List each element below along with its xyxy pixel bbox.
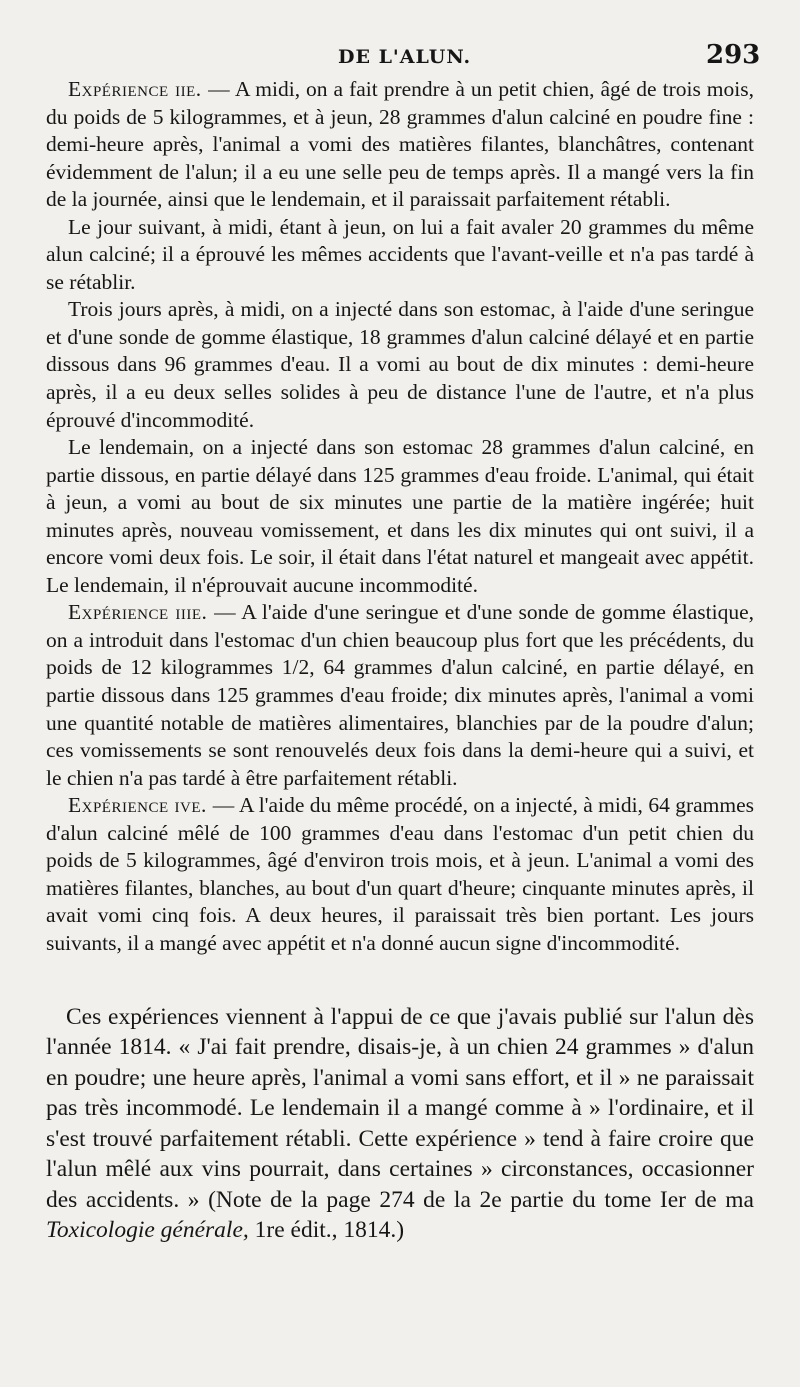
paragraph-text: A l'aide d'une seringue et d'une sonde de gomme élastique, on a introduit dans l'estomac d'un chien beaucoup plus fort que les précédents, du poids de 12 kilogrammes 1/2, 64 grammes d'alun calciné, en partie délayé, en partie dissous dans 125 grammes d'eau froide; dix minutes après, l'animal a vomi une quantité notable de matières alimentaires, blanchies par de la poudre d'alun; ces vomissements se sont renouvelés deux fois dans la demi-heure qui a suivi, et le chien n'a pas tardé à être parfaitement rétabli.: [46, 600, 755, 790]
edition-note: 1re édit., 1814.): [248, 1217, 405, 1243]
running-title: DE L'ALUN.: [338, 46, 472, 68]
paragraph-experience-3: [46, 599, 754, 792]
closing-section: [46, 1002, 754, 1246]
paragraph-three-days-later: [46, 296, 754, 434]
experiment-heading: Expérience iiie. —: [68, 600, 237, 625]
page-body: [46, 76, 754, 1246]
closing-text: Ces expériences viennent à l'appui de ce que j'avais publié sur l'alun dès l'année 1814. « J'ai fait prendre, disais-je, à un chien 24 grammes » d'alun en poudre; une heure après, l'animal a vomi sans effort, et il » ne paraissait pas très incommodé. Le lendemain il a mangé comme à » l'ordinaire, et il s'est trouvé parfaitement rétabli. Cette expérience » tend à faire croire que l'alun mêlé aux vins pourrait, dans certaines » circonstances, occasionner des accidents. » (Note de la page 274 de la 2e partie du tome Ier de ma: [46, 1003, 754, 1213]
paragraph-next-day: [46, 214, 754, 297]
page-number: 293: [706, 40, 761, 70]
paragraph-text: Le jour suivant, à midi, étant à jeun, on lui a fait avaler 20 grammes du même alun calciné; il a éprouvé les mêmes accidents que l'avant-veille et n'a pas tardé à se rétablir.: [46, 214, 754, 294]
book-title: Toxicologie générale,: [46, 1217, 249, 1243]
paragraph-text: Le lendemain, on a injecté dans son estomac 28 grammes d'alun calciné, en partie dissous, en partie délayé dans 125 grammes d'eau froide. L'animal, qui était à jeun, a vomi au bout de six minutes une partie de la matière ingérée; huit minutes après, nouveau vomissement, et dans les dix minutes qui ont suivi, il a encore vomi deux fois. Le soir, il était dans l'état naturel et mangeait avec appétit. Le lendemain, il n'éprouvait aucune incommodité.: [46, 435, 754, 597]
experiment-heading: Expérience iie. —: [68, 77, 231, 101]
paragraph-text: Trois jours après, à midi, on a injecté dans son estomac, à l'aide d'une seringue et d'une sonde de gomme élastique, 18 grammes d'alun calciné délayé et en partie dissous dans 96 grammes d'eau. Il a vomi au bout de dix minutes : demi-heure après, il a eu deux selles solides à peu de distance l'une de l'autre, et n'a plus éprouvé d'incommodité.: [46, 297, 754, 432]
closing-paragraph: [46, 1002, 754, 1246]
paragraph-following-day: [46, 434, 754, 599]
paragraph-experience-4: [46, 792, 754, 957]
page-header: [0, 38, 800, 72]
paragraph-text: A midi, on a fait prendre à un petit chien, âgé de trois mois, du poids de 5 kilogrammes, et à jeun, 28 grammes d'alun calciné en poudre fine : demi-heure après, l'animal a vomi des matières filantes, blanchâtres, contenant évidemment de l'alun; il a eu une selle peu de temps après. Il a mangé vers la fin de la journée, ainsi que le lendemain, et il paraissait parfaitement rétabli.: [46, 77, 754, 212]
paragraph-text: A l'aide du même procédé, on a injecté, à midi, 64 grammes d'alun calciné mêlé de 100 grammes d'eau dans l'estomac d'un petit chien du poids de 5 kilogrammes, âgé d'environ trois mois, et à jeun. L'animal a vomi des matières filantes, blanches, au bout d'un quart d'heure; cinquante minutes après, il avait vomi cinq fois. A deux heures, il paraissait très bien portant. Les jours suivants, il a mangé avec appétit et n'a donné aucun signe d'incommodité.: [46, 793, 755, 955]
paragraph-experience-2: [46, 76, 754, 214]
experiment-heading: Expérience ive. —: [68, 793, 235, 818]
